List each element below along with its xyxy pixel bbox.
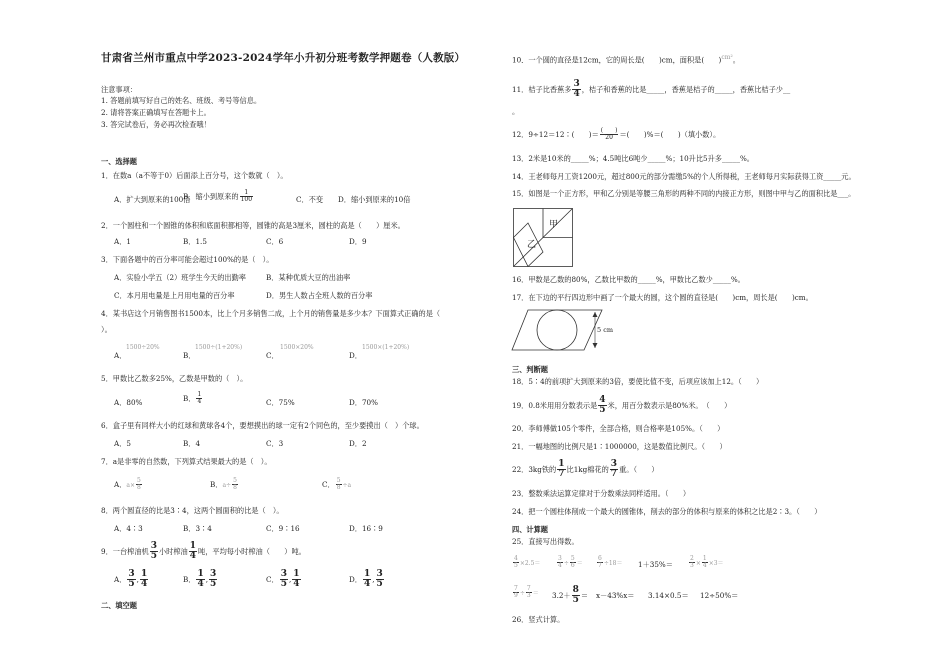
q4-expr-d: 1500×(1+20%) [362, 344, 410, 351]
q9-option-c: C． $\frac{3}{5}$ , $\frac{1}{4}$ [266, 569, 300, 590]
q4-expr-c: 1500×20% [280, 344, 314, 351]
q8-option-d: D．16∶9 [349, 524, 383, 533]
q6-option-a: A．5 [114, 439, 131, 448]
calc-item: 12÷50%＝ [700, 591, 739, 600]
question-13: 13．2米是10米的_____%；4.5吨比6吨少_____%；10升比5升多_____%。 [512, 154, 754, 163]
square-figure [513, 208, 573, 267]
question-21: 21．一幅地图的比例尺是1∶1000000，这是数值比例尺。（ ） [512, 442, 727, 451]
question-3: 3．下面各题中的百分率可能会超过100%的是（ ）。 [101, 255, 274, 264]
height-label: 5 cm [597, 326, 614, 334]
calc-item: 3.14×0.5＝ [648, 591, 689, 600]
question-25: 25．直接写出得数。 [512, 537, 579, 546]
q9-option-b: B． $\frac{1}{4}$ , $\frac{3}{5}$ [183, 569, 217, 590]
question-19: 19．0.8米用用分数表示是 $\frac{4}{5}$ 米，用百分数表示是80%米。 （ ） [512, 395, 732, 416]
calc-item: $\frac{2}{3}$ × $\frac{1}{4}$ ×3＝ [690, 555, 724, 570]
calc-item: $\frac{7}{9}$ ÷ $\frac{7}{3}$ ＝ [514, 585, 539, 600]
note-item: 3. 答完试卷后，务必再次检查哦！ [101, 120, 211, 129]
question-22: 22．3kg铁的 $\frac{1}{7}$ 比1kg棉花的 $\frac{3}{7}$ 重。（ ） [512, 459, 659, 480]
section-heading-judge: 三、判断题 [512, 365, 548, 374]
q1-option-c: C．不变 [296, 195, 324, 204]
question-6: 6．盒子里有同样大小的红球和黄球各4个，要想摸出的球一定有2个同色的，至少要摸出（ ）个球。 [101, 421, 424, 430]
q2-option-a: A．1 [114, 237, 131, 246]
note-item: 1. 答题前填写好自己的姓名、班级、考号等信息。 [101, 96, 262, 105]
q7-option-a: A．a× $\frac{5}{8}$ [114, 477, 141, 492]
question-12: 12．9÷12＝12∶( )＝ $\frac{( )}{20}$ ＝( )%＝( )（填小数）。 [512, 127, 721, 142]
calc-item: 1＋35%＝ [638, 560, 673, 569]
question-18: 18．5∶4的前项扩大到原来的3倍，要使比值不变，后项应该加上12。（ ） [512, 377, 764, 386]
section-heading-fill: 二、填空题 [101, 601, 137, 610]
question-9: 9．一台榨油机 $\frac{3}{5}$ 小时榨油 $\frac{1}{4}$ 吨，平均每小时榨油（ ）吨。 [101, 541, 306, 562]
question-24: 24．把一个圆柱体削成一个最大的圆锥体，削去的部分的体积与原来的体积之比是2∶3。（ ） [512, 507, 822, 516]
question-26: 26．竖式计算。 [512, 615, 565, 624]
q3-option-d: D．男生人数占全班人数的百分率 [266, 291, 373, 300]
q4-option-d: D． [349, 351, 362, 360]
page-title: 甘肃省兰州市重点中学2023-2024学年小升初分班考数学押题卷（人教版） [101, 52, 466, 64]
calc-item: $\frac{6}{7}$ ÷18＝ [598, 555, 623, 570]
question-4-cont: ）。 [101, 325, 112, 334]
q7-option-b: B．a÷ $\frac{5}{8}$ [210, 477, 237, 492]
question-20: 20．李师傅做105个零件，全部合格，则合格率是105%。（ ） [512, 424, 725, 433]
question-1: 1．在数a（a不等于0）后面添上百分号，这个数就（ ）。 [101, 171, 288, 180]
calc-item: x－43%x＝ [596, 591, 635, 600]
question-11: 11．桔子比香蕉多 $\frac{3}{4}$ ，桔子和香蕉的比是_____，香蕉是桔子的_____，香蕉比桔子少__ [512, 79, 791, 100]
question-14: 14．王老师每月工资1200元，超过800元的部分需缴5%的个人所得税，王老师每月实际获得工资_____元。 [512, 172, 856, 181]
q2-option-d: D．9 [349, 237, 367, 246]
question-15: 15．如图是一个正方形，甲和乙分别是等腰三角形的两种不同的内接正方形，则图中甲与乙的面积比是___。 [512, 189, 856, 198]
parallelogram-figure [510, 308, 605, 354]
q6-option-c: C．3 [266, 439, 284, 448]
q2-option-b: B．1.5 [183, 237, 207, 246]
label-yi: 乙 [527, 240, 537, 250]
question-4: 4．某书店这个月销售图书1500本，比上个月多销售二成，上个月的销售量是多少本？下面算式正确的是（ [101, 309, 441, 318]
q2-option-c: C．6 [266, 237, 284, 246]
question-17: 17．在下边的平行四边形中画了一个最大的圆，这个圆的直径是( )cm，周长是( )cm。 [512, 293, 813, 302]
question-16: 16．甲数是乙数的80%，乙数比甲数的_____%，甲数比乙数少_____%。 [512, 275, 745, 284]
q4-option-b: B． [183, 351, 196, 360]
q4-expr-b: 1500÷(1+20%) [195, 344, 243, 351]
q8-option-c: C．9∶16 [266, 524, 300, 533]
q7-option-c: C． $\frac{5}{8}$ ÷a [322, 477, 352, 492]
calc-item: $\frac{3}{4}$ ÷ $\frac{5}{6}$ ＝ [558, 555, 583, 570]
q8-option-b: B．3∶4 [183, 524, 212, 533]
q9-option-d: D． $\frac{1}{4}$ , $\frac{3}{5}$ [349, 569, 383, 590]
calc-item: $\frac{4}{5}$ ×2.5＝ [514, 555, 541, 570]
section-heading-calc: 四、计算题 [512, 525, 548, 534]
label-jia: 甲 [549, 220, 559, 230]
question-8: 8．两个圆直径的比是3∶4，这两个圆面积的比是（ ）。 [101, 506, 284, 515]
q9-option-a: A． $\frac{3}{5}$ , $\frac{1}{4}$ [114, 569, 148, 590]
q3-option-c: C．本月用电量是上月用电量的百分率 [114, 291, 235, 300]
question-2: 2．一个圆柱和一个圆锥的体积和底面积都相等，圆锥的高是3厘米，圆柱的高是（ ）厘米。 [101, 221, 405, 230]
q6-option-d: D．2 [349, 439, 367, 448]
question-10: 10．一个圆的直径是12cm，它的周长是( )cm，面积是( )$^{cm^2}$。 [512, 54, 740, 65]
q1-option-a: A．扩大到原来的100倍 [114, 195, 191, 204]
question-7: 7．a是非零的自然数，下列算式结果最大的是（ ）。 [101, 457, 272, 466]
q1-option-d: D．缩小到原来的10倍 [338, 195, 411, 204]
question-23: 23．整数乘法运算定律对于分数乘法同样适用。（ ） [512, 489, 691, 498]
q8-option-a: A．4∶3 [114, 524, 143, 533]
note-item: 2. 请将答案正确填写在答题卡上。 [101, 108, 211, 117]
q1-option-b: B．缩小到原来的 $\frac{1}{100}$ [183, 189, 253, 204]
q3-option-b: B．某种优质大豆的出油率 [266, 273, 351, 282]
q4-option-a: A． [114, 351, 127, 360]
question-5: 5．甲数比乙数多25%，乙数是甲数的（ ）。 [101, 374, 248, 383]
q5-option-b: B． $\frac{1}{4}$ [183, 391, 202, 406]
calc-item: 3.2＋ $\frac{8}{5}$ ＝ [552, 585, 589, 606]
q5-option-d: D．70% [349, 398, 378, 407]
q4-expr-a: 1500÷20% [126, 344, 160, 351]
q4-option-c: C． [266, 351, 279, 360]
question-11-end: 。 [512, 107, 520, 116]
section-heading-choice: 一、选择题 [101, 157, 137, 166]
q5-option-c: C．75% [266, 398, 295, 407]
notes-heading: 注意事项： [101, 85, 137, 94]
q6-option-b: B．4 [183, 439, 201, 448]
q3-option-a: A．实验小学五（2）班学生今天的出勤率 [114, 273, 246, 282]
q5-option-a: A．80% [114, 398, 143, 407]
